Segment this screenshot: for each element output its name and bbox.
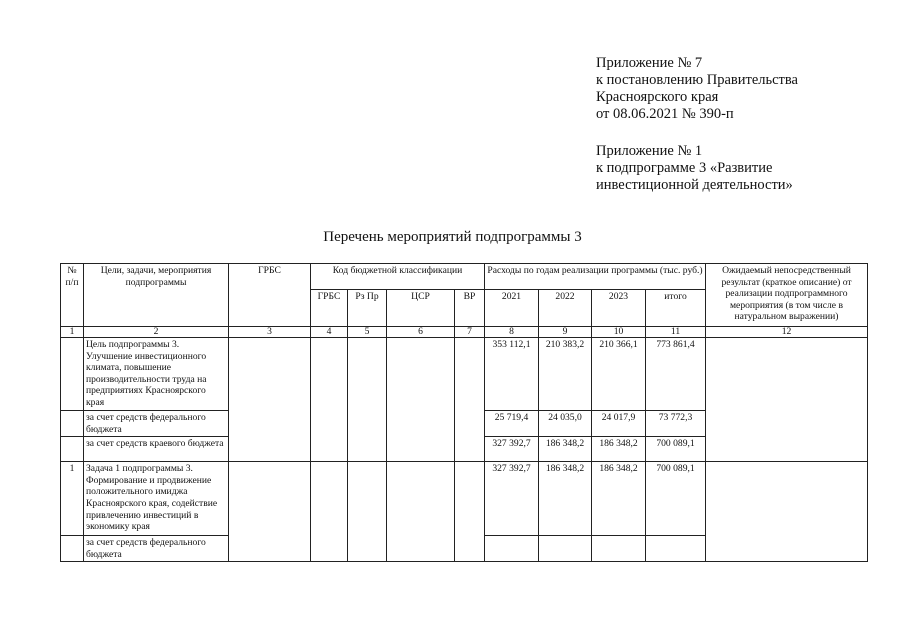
column-number: 3 bbox=[229, 327, 311, 338]
column-number: 11 bbox=[646, 327, 706, 338]
row-total bbox=[646, 536, 706, 562]
row-2021 bbox=[485, 536, 539, 562]
measures-table bbox=[60, 263, 868, 562]
header-goals: Цели, задачи, мероприятия подпрограммы bbox=[84, 264, 229, 327]
row-2022: 210 383,2 bbox=[539, 338, 592, 411]
appendix-1-header bbox=[596, 143, 793, 194]
cell-empty bbox=[387, 462, 455, 562]
table-row bbox=[61, 338, 868, 411]
subheader-csr: ЦСР bbox=[387, 290, 455, 327]
row-2023: 186 348,2 bbox=[592, 437, 646, 462]
header-line: к постановлению Правительства bbox=[596, 72, 798, 88]
column-number: 2 bbox=[84, 327, 229, 338]
row-2021: 327 392,7 bbox=[485, 437, 539, 462]
row-no bbox=[61, 536, 84, 562]
cell-empty bbox=[455, 338, 485, 462]
column-number: 12 bbox=[706, 327, 868, 338]
subheader-total: итого bbox=[646, 290, 706, 327]
header-line: от 08.06.2021 № 390-п bbox=[596, 106, 734, 122]
cell-empty bbox=[311, 338, 348, 462]
column-number: 5 bbox=[348, 327, 387, 338]
table-row bbox=[61, 462, 868, 536]
row-2023: 186 348,2 bbox=[592, 462, 646, 536]
row-text: за счет средств краевого бюджета bbox=[84, 437, 229, 462]
header-expenses: Расходы по годам реализации программы (тыс. руб.) bbox=[485, 264, 706, 290]
row-2021: 25 719,4 bbox=[485, 411, 539, 437]
row-total: 773 861,4 bbox=[646, 338, 706, 411]
header-line: Красноярского края bbox=[596, 89, 719, 105]
header-result: Ожидаемый непосредственный результат (краткое описание) от реализации подпрограммного мероприятия (в том числе в натуральном выражении) bbox=[706, 264, 868, 327]
header-line: инвестиционной деятельности» bbox=[596, 177, 793, 193]
row-no: 1 bbox=[61, 462, 84, 536]
row-2023: 210 366,1 bbox=[592, 338, 646, 411]
document-title: Перечень мероприятий подпрограммы 3 bbox=[323, 229, 582, 245]
row-2023 bbox=[592, 536, 646, 562]
subheader-rzpr: Рз Пр bbox=[348, 290, 387, 327]
row-no bbox=[61, 437, 84, 462]
cell-empty bbox=[348, 338, 387, 462]
row-2023: 24 017,9 bbox=[592, 411, 646, 437]
row-text: Цель подпрограммы 3. Улучшение инвестиционного климата, повышение производительности труда на предприятиях Красноярского края bbox=[84, 338, 229, 411]
row-total: 700 089,1 bbox=[646, 462, 706, 536]
column-number: 10 bbox=[592, 327, 646, 338]
subheader-grbs: ГРБС bbox=[311, 290, 348, 327]
cell-empty bbox=[348, 462, 387, 562]
row-2022: 186 348,2 bbox=[539, 437, 592, 462]
subheader-2022: 2022 bbox=[539, 290, 592, 327]
column-number: 9 bbox=[539, 327, 592, 338]
row-text: за счет средств федерального бюджета bbox=[84, 411, 229, 437]
row-2021: 353 112,1 bbox=[485, 338, 539, 411]
row-text: Задача 1 подпрограммы 3. Формирование и продвижение положительного имиджа Красноярского края, содействие привлечению инвестиций в экономику края bbox=[84, 462, 229, 536]
row-2022 bbox=[539, 536, 592, 562]
row-total: 700 089,1 bbox=[646, 437, 706, 462]
row-text: за счет средств федерального бюджета bbox=[84, 536, 229, 562]
cell-empty bbox=[229, 462, 311, 562]
header-no: № п/п bbox=[61, 264, 84, 327]
subheader-2021: 2021 bbox=[485, 290, 539, 327]
row-no bbox=[61, 411, 84, 437]
column-number: 8 bbox=[485, 327, 539, 338]
column-number: 6 bbox=[387, 327, 455, 338]
row-no bbox=[61, 338, 84, 411]
row-total: 73 772,3 bbox=[646, 411, 706, 437]
row-2022: 186 348,2 bbox=[539, 462, 592, 536]
row-2022: 24 035,0 bbox=[539, 411, 592, 437]
subheader-2023: 2023 bbox=[592, 290, 646, 327]
cell-result bbox=[706, 338, 868, 462]
header-line: Приложение № 7 bbox=[596, 55, 703, 71]
cell-empty bbox=[229, 338, 311, 462]
header-budget-classification: Код бюджетной классификации bbox=[311, 264, 485, 290]
cell-empty bbox=[455, 462, 485, 562]
column-number: 7 bbox=[455, 327, 485, 338]
header-line: Приложение № 1 bbox=[596, 143, 703, 159]
header-line: к подпрограмме 3 «Развитие bbox=[596, 160, 773, 176]
appendix-7-header bbox=[596, 55, 798, 123]
cell-result bbox=[706, 462, 868, 562]
header-grbs: ГРБС bbox=[229, 264, 311, 327]
column-number: 4 bbox=[311, 327, 348, 338]
subheader-vr: ВР bbox=[455, 290, 485, 327]
cell-empty bbox=[311, 462, 348, 562]
column-number: 1 bbox=[61, 327, 84, 338]
cell-empty bbox=[387, 338, 455, 462]
row-2021: 327 392,7 bbox=[485, 462, 539, 536]
